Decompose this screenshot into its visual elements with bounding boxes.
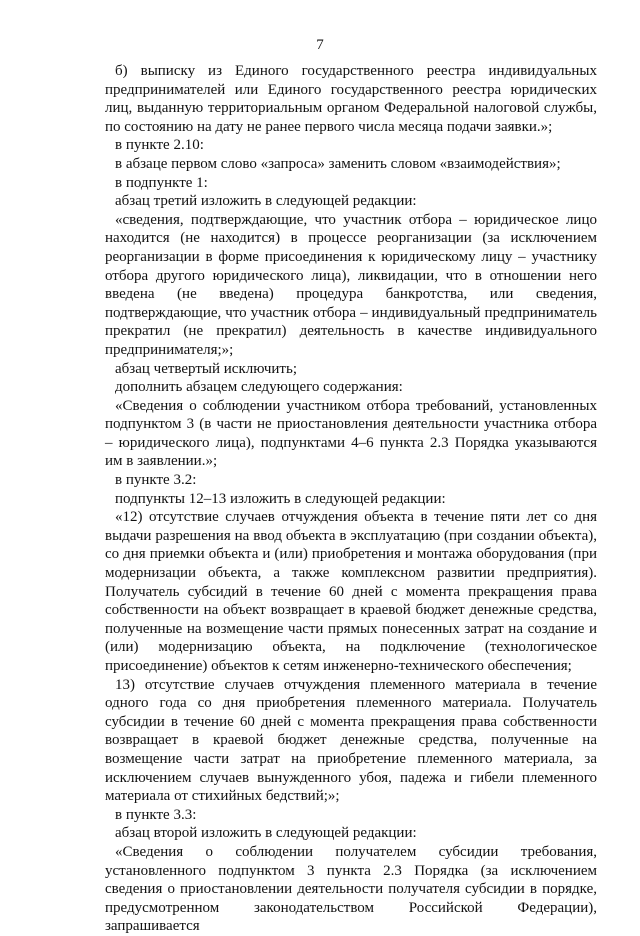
paragraph-replace-word: в абзаце первом слово «запроса» заменить словом «взаимодействия»; xyxy=(115,155,561,172)
paragraph-compliance-info: «Сведения о соблюдении участником отбора требований, установленных подпунктом 3 (в части не приостановления деятельности участника отбора – юридического лица), подпунктами 4–6 пункта 2.3 Порядка указываются им в заявлении.»; xyxy=(105,397,597,470)
document-body xyxy=(105,62,597,936)
paragraph-add-para: дополнить абзацем следующего содержания: xyxy=(115,379,403,396)
paragraph-third-para-heading: абзац третий изложить в следующей редакции: xyxy=(115,193,417,210)
paragraph-extract-item-b: б) выписку из Единого государственного реестра индивидуальных предпринимателей или Единого государственного реестра юридических лиц, выданную территориальным органом Федеральной налоговой службы, по состоянию на дату не ранее первого числа месяца подачи заявки.»; xyxy=(105,63,597,135)
paragraph-exclude-fourth: абзац четвертый исключить; xyxy=(115,360,297,377)
paragraph-in-clause-3-2: в пункте 3.2: xyxy=(115,472,197,489)
paragraph-compliance-requirement: «Сведения о соблюдении получателем субсидии требования, установленного подпунктом 3 пункта 2.3 Порядка (за исключением сведения о приостановлении деятельности получателя субсидии в порядке, предусмотренном законодательством Российской Федерации), запрашивается xyxy=(105,843,597,935)
paragraph-item-12: «12) отсутствие случаев отчуждения объекта в течение пяти лет со дня выдачи разрешения на ввод объекта в эксплуатацию (при создании объекта), со дня приемки объекта и (или) приобретения и монтажа оборудования (при модернизации объекта, а также комплексном развитии предприятия). Получатель субсидий в течение 60 дней с момента прекращения права собственности на объект возвращает в краевой бюджет денежные средства, полученные на возмещение части прямых понесенных затрат на создание и (или) модернизацию объекта, на подключение (технологическое присоединение) объектов к сетям инженерно-технического обеспечения; xyxy=(105,509,597,674)
paragraph-in-clause-3-3: в пункте 3.3: xyxy=(115,806,197,823)
paragraph-second-para-heading: абзац второй изложить в следующей редакции: xyxy=(115,825,417,842)
paragraph-in-subclause-1: в подпункте 1: xyxy=(115,174,208,191)
paragraph-in-clause-2-10: в пункте 2.10: xyxy=(115,137,204,154)
paragraph-item-13: 13) отсутствие случаев отчуждения племенного материала в течение одного года со дня приобретения племенного материала. Получатель субсидии в течение 60 дней с момента прекращения права собственности возвращает в краевой бюджет денежные средства, полученные на возмещение части затрат на приобретение племенного материала, за исключением случаев вынужденного убоя, падежа и гибели племенного материала от стихийных бедствий;»; xyxy=(105,676,597,805)
page-number: 7 xyxy=(316,37,324,53)
paragraph-subclauses-12-13: подпункты 12–13 изложить в следующей редакции: xyxy=(115,490,446,507)
paragraph-reorganization-info: «сведения, подтверждающие, что участник отбора – юридическое лицо находится (не находится) в процессе реорганизации (за исключением реорганизации в форме присоединения к юридическому лицу – участнику отбора другого юридического лица), ликвидации, что в отношении него введена (не введена) процедура банкротства, или сведения, подтверждающие, что участник отбора – индивидуальный предприниматель прекратил (не прекратил) деятельность в качестве индивидуального предпринимателя;»; xyxy=(105,211,597,358)
